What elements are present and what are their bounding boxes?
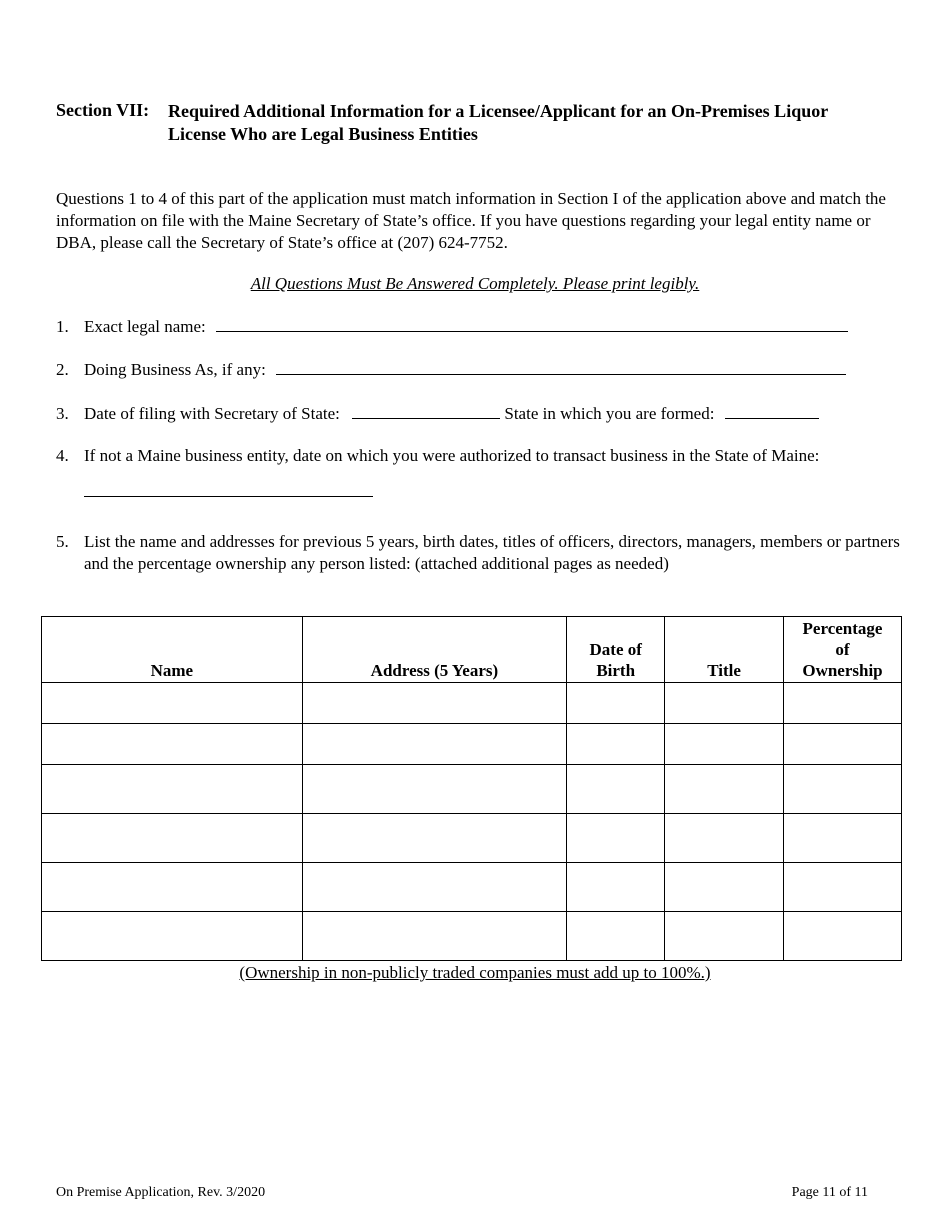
dob-cell[interactable] [567,912,665,961]
address-cell[interactable] [302,814,567,863]
question-label-state: State in which you are formed: [504,404,715,423]
table-row [42,814,902,863]
ownership-cell[interactable] [784,683,902,724]
table-header-row [42,617,902,683]
name-cell[interactable] [42,814,303,863]
title-cell[interactable] [665,765,784,814]
question-label: Doing Business As, if any: [84,360,266,379]
intro-paragraph: Questions 1 to 4 of this part of the application must match information in Section I of the application above and match the information on file with the Maine Secretary of State’s office. If you have questions regarding your legal entity name or DBA, please call the Secretary of State’s office at (207) 624-7752. [56,189,886,252]
ownership-cell[interactable] [784,863,902,912]
question-4 [56,446,819,466]
ownership-cell[interactable] [784,765,902,814]
address-cell[interactable] [302,724,567,765]
table-row [42,912,902,961]
dob-cell[interactable] [567,814,665,863]
question-1 [56,317,848,337]
question-label: If not a Maine business entity, date on which you were authorized to transact business in the State of Maine: [84,446,820,465]
question-number: 5. [56,532,69,551]
table-row [42,683,902,724]
header-name: Name [42,617,303,683]
dob-cell[interactable] [567,724,665,765]
address-cell[interactable] [302,683,567,724]
name-cell[interactable] [42,863,303,912]
section-title: Required Additional Information for a Licensee/Applicant for an On-Premises Liquor License Who are Legal Business Entities [168,101,828,144]
ownership-table [41,616,902,961]
ownership-footnote: (Ownership in non-publicly traded companies must add up to 100%.) [239,963,711,982]
section-label: Section VII: [56,100,150,120]
header-address: Address (5 Years) [302,617,567,683]
question-number: 2. [56,360,69,379]
ownership-cell[interactable] [784,814,902,863]
ownership-cell[interactable] [784,724,902,765]
footer-form-revision: On Premise Application, Rev. 3/2020 [56,1185,266,1200]
question-label: Date of filing with Secretary of State: [84,404,340,423]
question-3 [56,404,819,424]
question-number: 1. [56,317,69,336]
address-cell[interactable] [302,863,567,912]
name-cell[interactable] [42,724,303,765]
question-number: 4. [56,446,69,465]
header-title: Title [665,617,784,683]
dob-cell[interactable] [567,683,665,724]
instruction-text: All Questions Must Be Answered Completely. Please print legibly. [250,274,700,293]
name-cell[interactable] [42,683,303,724]
filing-date-field[interactable] [352,404,500,419]
footer-page-number: Page 11 of 11 [791,1185,868,1200]
question-5 [56,531,901,575]
table-row [42,724,902,765]
header-date-of-birth: Date of Birth [567,617,665,683]
table-row [42,863,902,912]
title-cell[interactable] [665,863,784,912]
title-cell[interactable] [665,724,784,765]
address-cell[interactable] [302,912,567,961]
title-cell[interactable] [665,912,784,961]
header-ownership: Percentage of Ownership [784,617,902,683]
legal-name-field[interactable] [216,317,848,332]
question-label: List the name and addresses for previous 5 years, birth dates, titles of officers, directors, managers, members or partners and the percentage ownership any person listed: (attached additional pages as needed) [84,532,900,573]
name-cell[interactable] [42,765,303,814]
question-label: Exact legal name: [84,317,206,336]
title-cell[interactable] [665,814,784,863]
table-row [42,765,902,814]
dba-field[interactable] [276,360,846,375]
dob-cell[interactable] [567,765,665,814]
dob-cell[interactable] [567,863,665,912]
question-2 [56,360,846,380]
state-formed-field[interactable] [725,404,819,419]
name-cell[interactable] [42,912,303,961]
address-cell[interactable] [302,765,567,814]
title-cell[interactable] [665,683,784,724]
ownership-cell[interactable] [784,912,902,961]
authorized-date-field[interactable] [84,482,373,497]
question-number: 3. [56,404,69,423]
